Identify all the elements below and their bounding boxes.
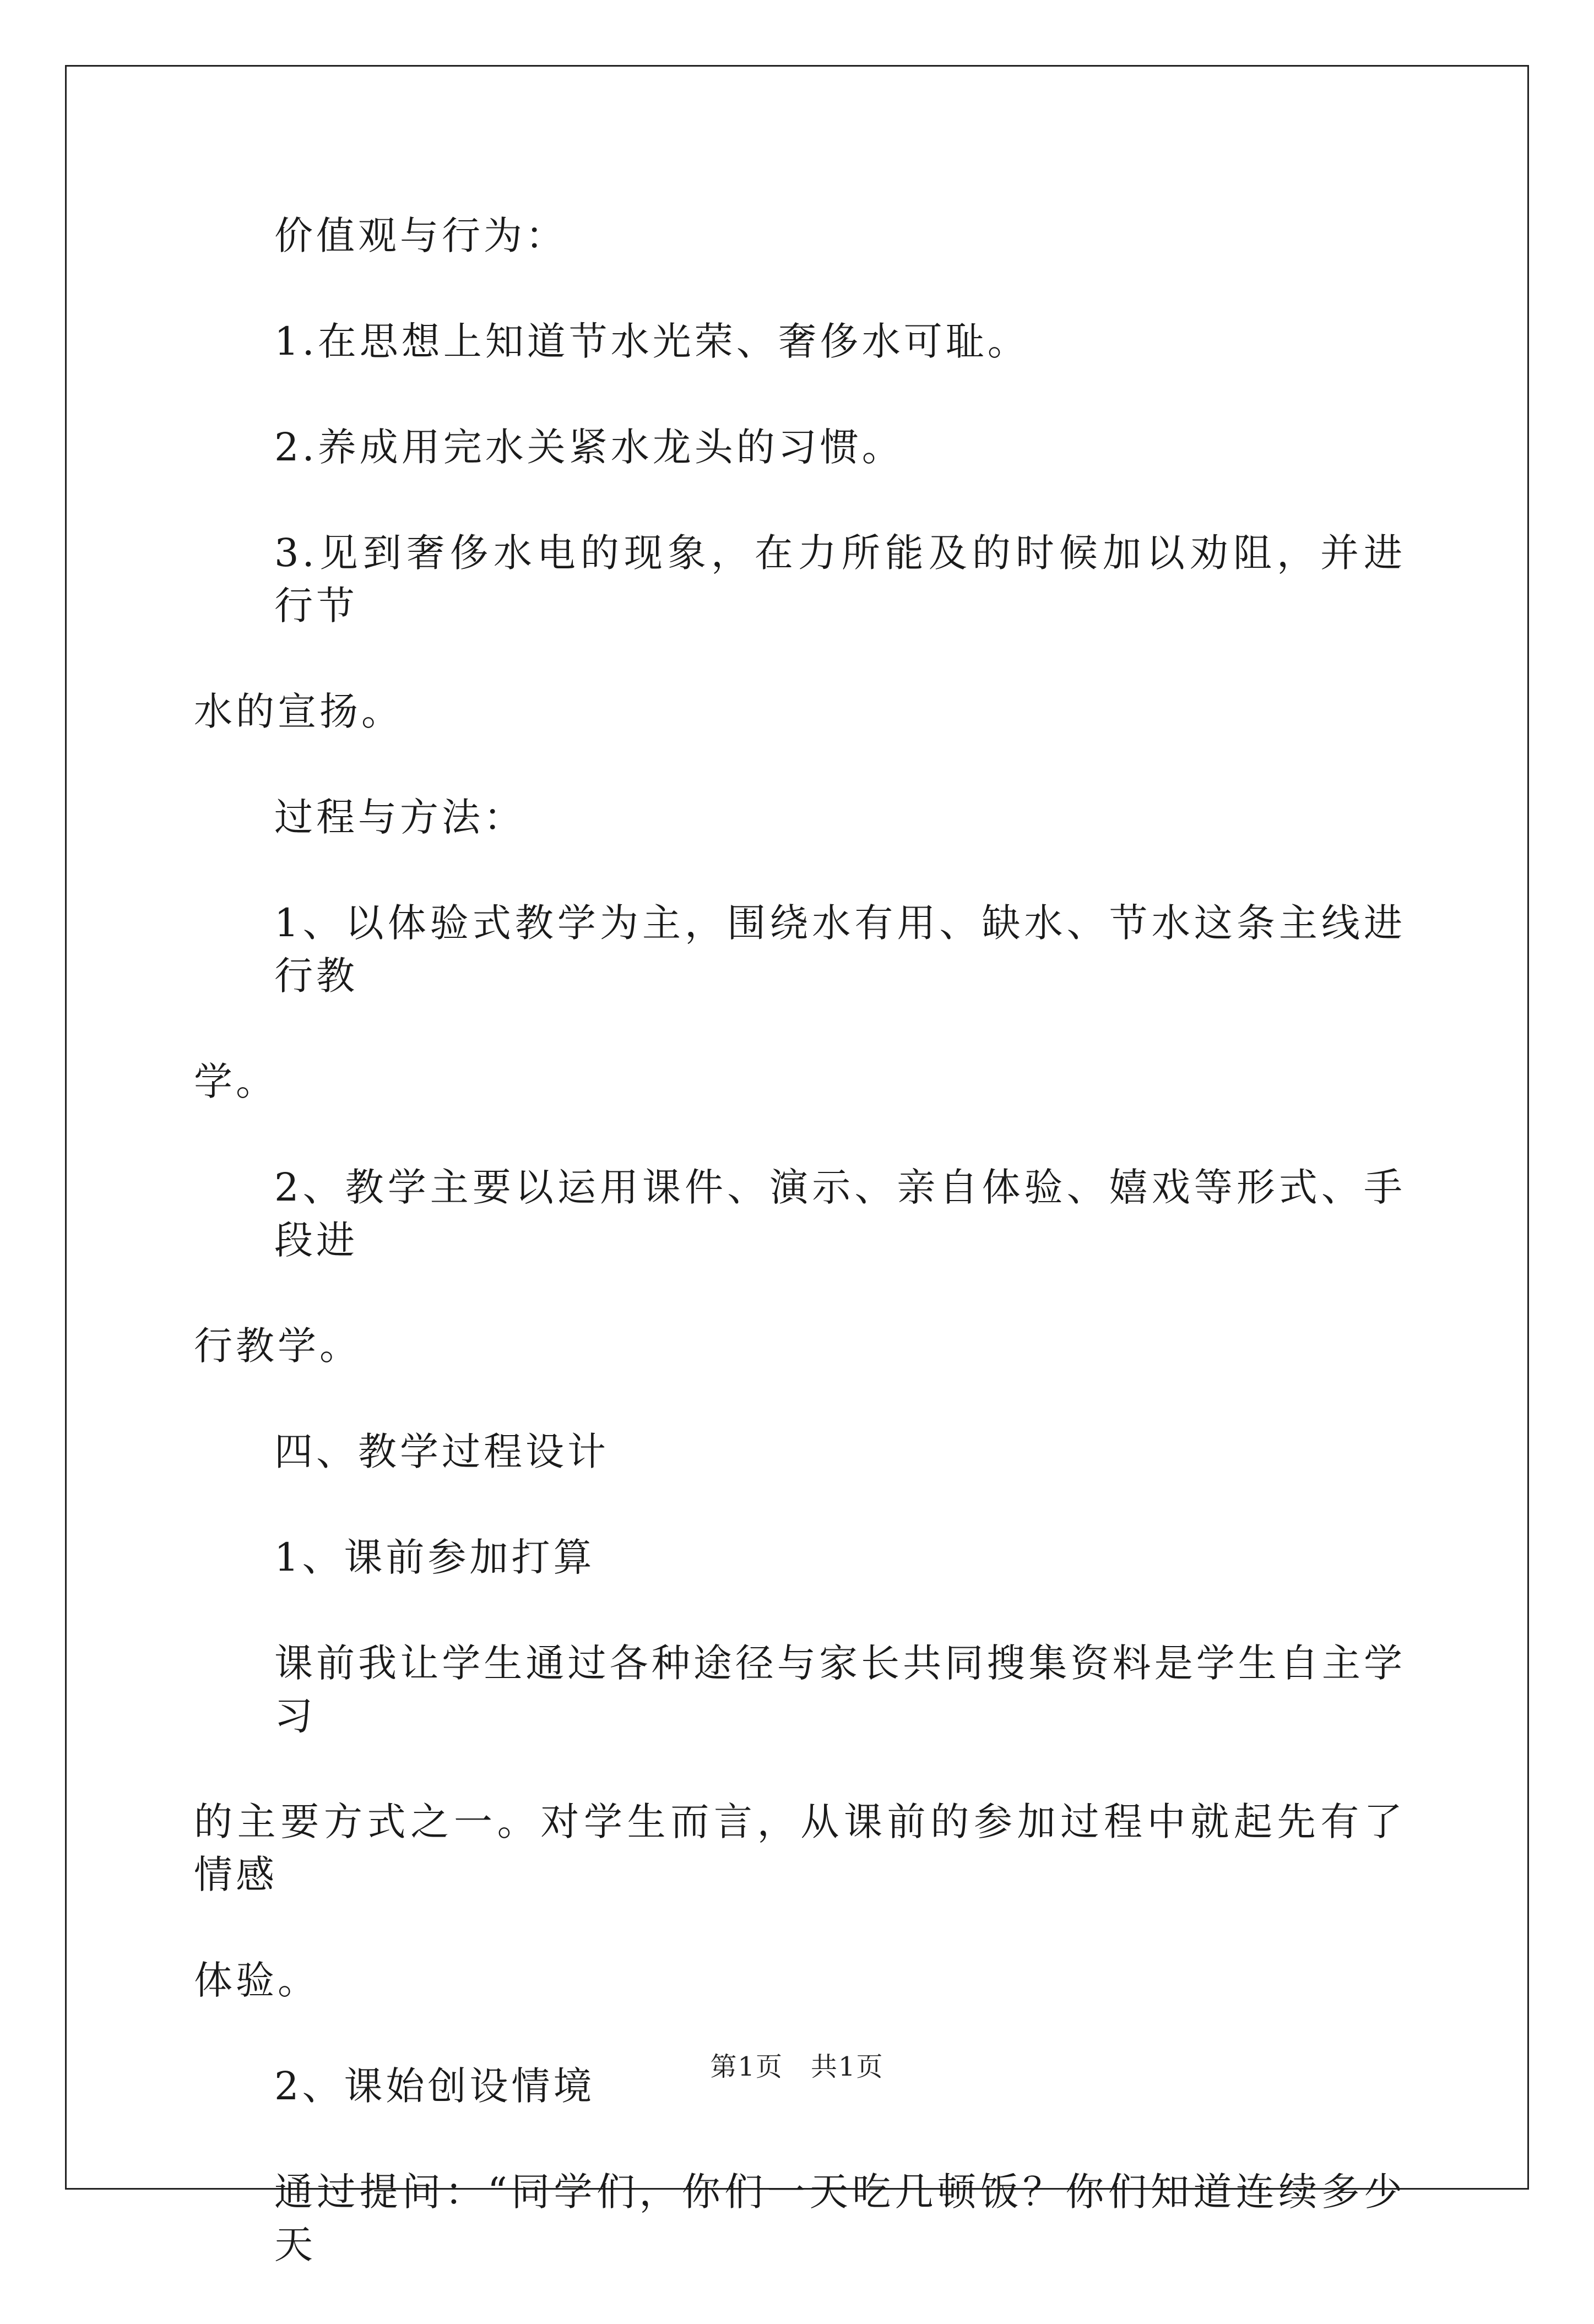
text-line: 的主要方式之一。对学生而言，从课前的参加过程中就起先有了情感 [194, 1799, 1406, 1897]
text-line: 行教学。 [194, 1323, 361, 1369]
text-line: 价值观与行为： [274, 213, 567, 258]
section-heading-teaching-design [194, 1425, 1406, 1478]
text-line: 课前我让学生通过各种途径与家长共同搜集资料是学生自主学习 [274, 1641, 1406, 1739]
page-number: 第1页 共1页 [710, 2051, 884, 2082]
paragraph-value-3 [194, 526, 1406, 738]
page-footer [0, 2045, 1594, 2083]
text-line: 体验。 [194, 1958, 319, 2003]
text-line: 水的宣扬。 [194, 689, 403, 734]
text-line: 通过提问：“同学们，你们一天吃几顿饭？你们知道连续多少天 [274, 2169, 1406, 2267]
subheading-pre-class [194, 1531, 1406, 1584]
text-line: 2、课始创设情境 [274, 2064, 595, 2109]
paragraph-process-1 [194, 897, 1406, 1108]
paragraph-value-1 [194, 315, 1406, 368]
paragraph-process-2 [194, 1161, 1406, 1372]
document-body [194, 209, 1406, 2324]
paragraph-class-start [194, 2165, 1406, 2271]
paragraph-value-2 [194, 421, 1406, 474]
text-line: 3.见到奢侈水电的现象，在力所能及的时候加以劝阻，并进行节 [274, 530, 1406, 628]
text-line: 2、教学主要以运用课件、演示、亲自体验、嬉戏等形式、手段进 [274, 1165, 1406, 1263]
paragraph-process-heading [194, 791, 1406, 844]
paragraph-pre-class [194, 1637, 1406, 2007]
paragraph-values-heading [194, 209, 1406, 262]
text-line: 四、教学过程设计 [274, 1429, 609, 1474]
text-line: 2.养成用完水关紧水龙头的习惯。 [274, 425, 904, 470]
text-line: 学。 [194, 1059, 278, 1104]
text-line: 1、以体验式教学为主，围绕水有用、缺水、节水这条主线进行教 [274, 900, 1406, 998]
text-line: 过程与方法： [274, 795, 525, 840]
text-line: 1、课前参加打算 [274, 1535, 595, 1580]
text-line: 1.在思想上知道节水光荣、奢侈水可耻。 [274, 319, 1029, 364]
